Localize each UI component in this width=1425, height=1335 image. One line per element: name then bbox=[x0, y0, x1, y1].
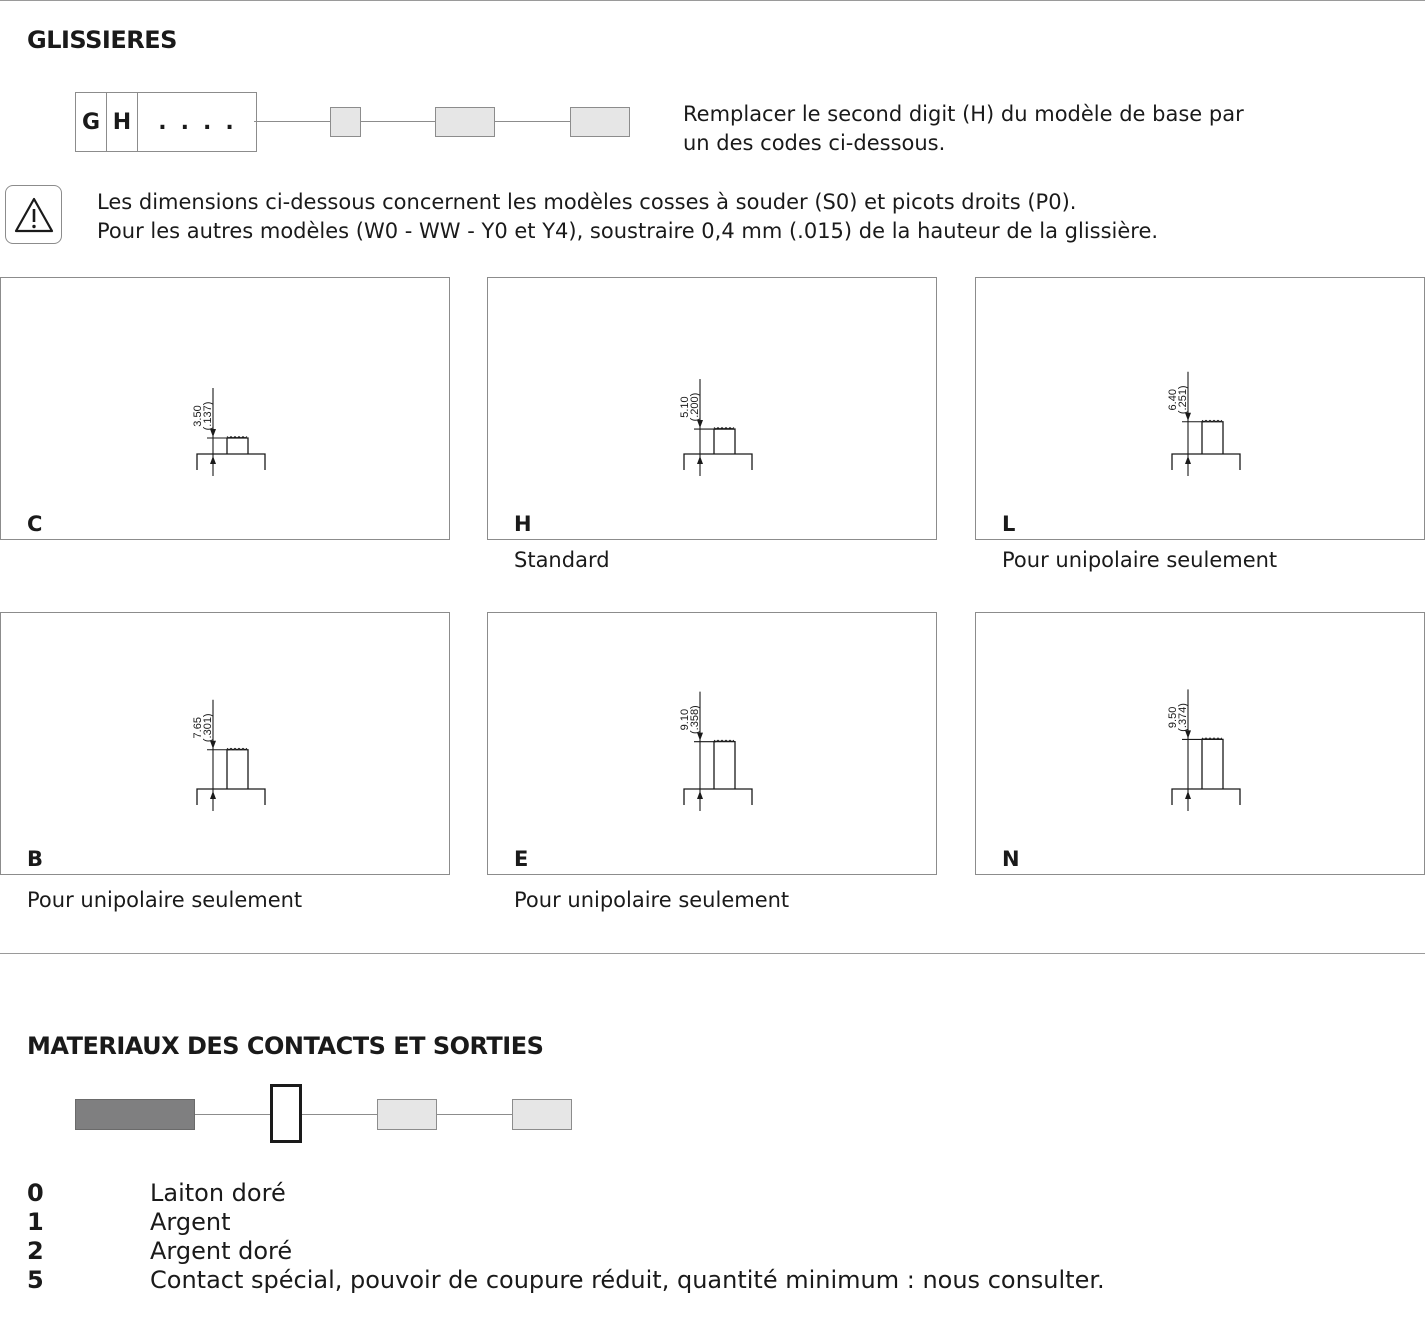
material-code-box-2 bbox=[377, 1099, 437, 1130]
slider-drawing bbox=[488, 613, 938, 876]
slider-knob bbox=[227, 438, 248, 454]
code-box-3 bbox=[570, 107, 630, 137]
warning-line-1: Les dimensions ci-dessous concernent les modèles cosses à souder (S0) et picots droits (P0). bbox=[97, 190, 1077, 214]
slider-drawing bbox=[488, 278, 938, 541]
instruction-text bbox=[683, 100, 1244, 158]
base-plate bbox=[684, 454, 752, 470]
slider-knob bbox=[714, 429, 735, 454]
slider-drawing bbox=[1, 613, 451, 876]
dimension-label-mm: 5.10 bbox=[679, 396, 691, 418]
base-plate bbox=[684, 789, 752, 805]
panel-c bbox=[0, 277, 450, 540]
slider-knob bbox=[1202, 739, 1223, 789]
base-plate bbox=[197, 454, 265, 470]
code-box-2 bbox=[435, 107, 495, 137]
slider-knurl bbox=[714, 740, 734, 742]
panel-caption: Standard bbox=[514, 548, 610, 572]
material-code-box-3 bbox=[512, 1099, 572, 1130]
panel-b bbox=[0, 612, 450, 875]
instruction-line-2: un des codes ci-dessous. bbox=[683, 131, 946, 155]
code-cell-g: G bbox=[76, 93, 107, 151]
slider-knob bbox=[227, 750, 248, 789]
material-code: 1 bbox=[27, 1208, 44, 1236]
material-row-2 bbox=[27, 1237, 292, 1266]
dimension-label-inch: (.200) bbox=[689, 392, 701, 422]
dimension-arrow-up bbox=[210, 791, 216, 799]
material-row-0 bbox=[27, 1179, 286, 1208]
dimension-arrow-up bbox=[1185, 456, 1191, 464]
dimension-label-mm: 7.65 bbox=[192, 717, 204, 739]
panel-e bbox=[487, 612, 937, 875]
dimension-label-inch: (.251) bbox=[1177, 385, 1189, 415]
panel-code-letter: L bbox=[1002, 512, 1016, 536]
panel-caption: Pour unipolaire seulement bbox=[1002, 548, 1278, 572]
dimension-label-inch: (.358) bbox=[689, 705, 701, 735]
panel-code-letter: E bbox=[514, 847, 529, 871]
material-label: Argent doré bbox=[150, 1237, 293, 1265]
material-label: Argent bbox=[150, 1208, 231, 1236]
base-plate bbox=[1172, 789, 1240, 805]
slider-knob bbox=[714, 742, 735, 789]
warning-icon bbox=[5, 185, 62, 244]
dimension-label-mm: 9.50 bbox=[1167, 706, 1179, 729]
material-row-3 bbox=[27, 1266, 1105, 1295]
code-box-1 bbox=[330, 107, 361, 137]
dimension-label-inch: (.374) bbox=[1177, 703, 1189, 732]
panel-caption: Pour unipolaire seulement bbox=[27, 888, 303, 912]
dimension-label-mm: 9.10 bbox=[679, 708, 691, 731]
instruction-line-1: Remplacer le second digit (H) du modèle de base par bbox=[683, 102, 1244, 126]
slider-drawing bbox=[976, 613, 1425, 876]
section-title-materiaux: MATERIAUX DES CONTACTS ET SORTIES bbox=[27, 1032, 544, 1060]
code-template-box bbox=[75, 92, 257, 152]
code-cell-h: H bbox=[107, 93, 138, 151]
material-code: 5 bbox=[27, 1266, 44, 1294]
dimension-label-mm: 6.40 bbox=[1167, 389, 1179, 411]
slider-knurl bbox=[227, 437, 247, 439]
dimension-arrow-up bbox=[697, 456, 703, 464]
material-label: Laiton doré bbox=[150, 1179, 286, 1207]
slider-knurl bbox=[1202, 738, 1222, 740]
panel-code-letter: N bbox=[1002, 847, 1020, 871]
section-title-glissieres: GLISSIERES bbox=[27, 26, 177, 54]
material-code: 0 bbox=[27, 1179, 44, 1207]
material-row-1 bbox=[27, 1208, 230, 1237]
base-plate bbox=[1172, 454, 1240, 470]
warning-text bbox=[97, 188, 1158, 246]
dimension-label-mm: 3.50 bbox=[192, 405, 204, 427]
panel-code-letter: C bbox=[27, 512, 43, 536]
slider-drawing bbox=[976, 278, 1425, 541]
code-dots: .... bbox=[158, 109, 248, 135]
panel-caption: Pour unipolaire seulement bbox=[514, 888, 790, 912]
top-divider bbox=[0, 0, 1425, 1]
panel-code-letter: H bbox=[514, 512, 532, 536]
dimension-arrow-up bbox=[697, 791, 703, 799]
material-selected-digit-box bbox=[270, 1084, 302, 1143]
base-plate bbox=[197, 789, 265, 805]
slider-knob bbox=[1202, 422, 1223, 454]
dimension-label-inch: (.301) bbox=[202, 713, 214, 743]
material-code-box-dark bbox=[75, 1099, 195, 1130]
slider-knurl bbox=[1202, 420, 1222, 422]
panel-h bbox=[487, 277, 937, 540]
panel-n bbox=[975, 612, 1425, 875]
panel-code-letter: B bbox=[27, 847, 44, 871]
slider-drawing bbox=[1, 278, 451, 541]
warning-line-2: Pour les autres modèles (W0 - WW - Y0 et Y4), soustraire 0,4 mm (.015) de la hauteur de la glissière. bbox=[97, 219, 1159, 243]
material-label: Contact spécial, pouvoir de coupure réduit, quantité minimum : nous consulter. bbox=[150, 1266, 1105, 1294]
material-code: 2 bbox=[27, 1237, 44, 1265]
section-divider bbox=[0, 953, 1425, 954]
panel-l bbox=[975, 277, 1425, 540]
dimension-arrow-up bbox=[1185, 791, 1191, 799]
dimension-label-inch: (.137) bbox=[202, 401, 214, 431]
dimension-arrow-up bbox=[210, 456, 216, 464]
slider-knurl bbox=[227, 748, 247, 750]
slider-knurl bbox=[714, 428, 734, 430]
